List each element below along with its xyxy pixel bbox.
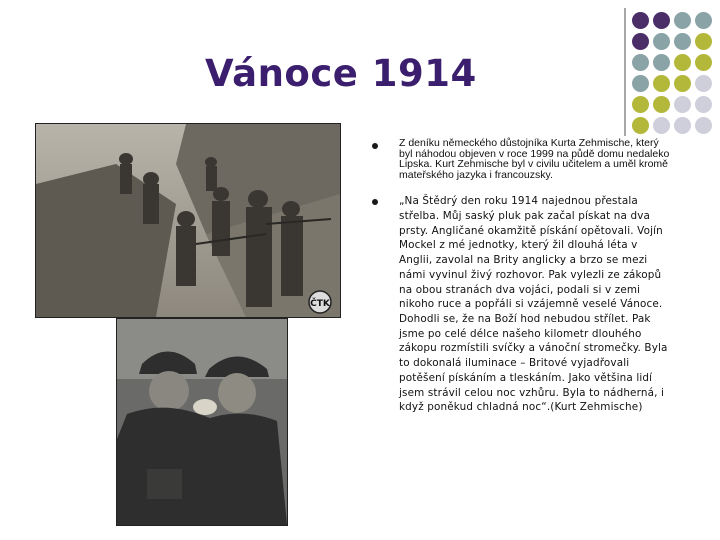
decor-dot	[632, 75, 649, 92]
ctk-watermark: ČTK	[310, 299, 330, 309]
decor-dot	[674, 54, 691, 71]
decor-dot	[674, 33, 691, 50]
decor-dot	[674, 96, 691, 113]
decor-dot	[695, 117, 712, 134]
slide-title: Vánoce 1914	[205, 52, 477, 95]
decor-dot	[632, 33, 649, 50]
bullet-item-quote	[372, 194, 672, 415]
trench-photo	[35, 123, 341, 318]
decor-dot	[632, 96, 649, 113]
decor-dot	[632, 12, 649, 29]
decor-dot	[674, 117, 691, 134]
decor-dot	[632, 117, 649, 134]
bullet-text: Z deníku německého důstojníka Kurta Zehmische, který byl náhodou objeven v roce 1999 na půdě domu nedaleko Lipska. Kurt Zehmische byl v civilu učitelem a uměl kromě mateřského jazyka i francouzsky.	[399, 137, 670, 181]
decor-dot	[653, 12, 670, 29]
decor-dot	[653, 117, 670, 134]
decor-dot	[653, 75, 670, 92]
bullet-text: „Na Štědrý den roku 1914 najednou přestala střelba. Můj saský pluk pak začal pískat na dva prsty. Angličané okamžitě pískání opětovali. Vojín Mockel z mé jednotky, který žil dlouhá léta v Anglii, zavolal na Brity anglicky a brzo se mezi námi vyvinul živý rozhovor. Pak vylezli ze zákopů na obou stranách dva vojáci, podali si v zemi nikoho ruce a popřáli si vzájemně veselé Vánoce. Dohodli se, že na Boží hod nebudou střílet. Pak jsme po celé délce našeho kilometr dlouhého zákopu rozmístili svíčky a vánoční stromečky. Byla to dokonalá iluminace – Britové vyjadřovali potěšení pískáním a tleskáním. Jako většina lidí jsem strávil celou noc vzhůru. Byla to nádherná, i když poněkud chladná noc“.(Kurt Zehmische)	[399, 195, 668, 414]
decor-divider	[624, 8, 626, 136]
decor-dot	[695, 54, 712, 71]
decor-dot	[674, 75, 691, 92]
decor-dot	[695, 96, 712, 113]
bullet-dot	[372, 143, 378, 149]
decor-dot-grid	[632, 12, 718, 132]
soldiers-photo	[116, 318, 288, 526]
decor-dot	[695, 12, 712, 29]
bullet-item-source	[372, 138, 672, 180]
decor-dot	[653, 54, 670, 71]
decor-dot	[695, 33, 712, 50]
decor-dot	[632, 54, 649, 71]
bullet-list	[372, 138, 672, 415]
bullet-dot	[372, 199, 378, 205]
decor-dot	[653, 96, 670, 113]
decor-dot	[653, 33, 670, 50]
decor-dot	[674, 12, 691, 29]
decor-dot	[695, 75, 712, 92]
